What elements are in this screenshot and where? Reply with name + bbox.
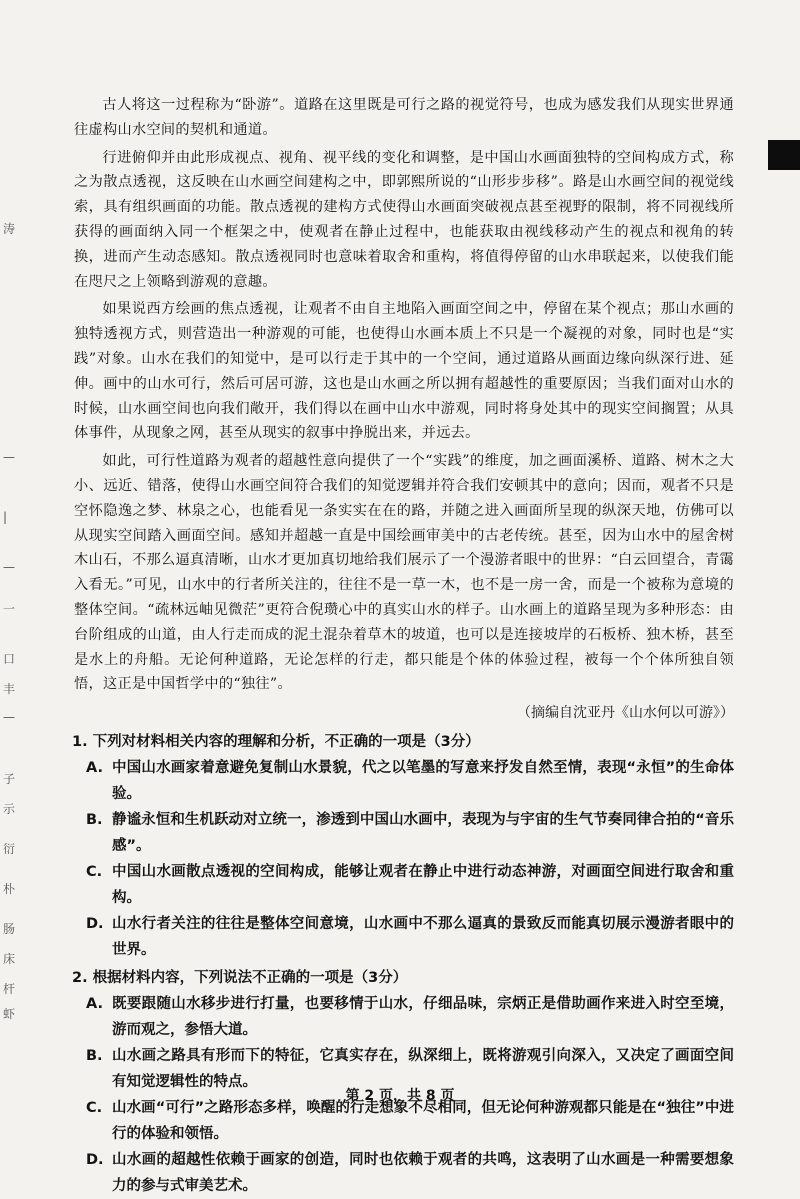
option-b	[86, 807, 734, 859]
source-citation: （摘编自沈亚丹《山水何以可游》）	[517, 705, 734, 722]
margin-mark: |	[3, 510, 8, 524]
option-a	[86, 991, 734, 1043]
option-text: 静谧永恒和生机跃动对立统一，渗透到中国山水画中，表现为与宇宙的生气节奏同律合拍的“音乐感”。	[112, 812, 734, 855]
question-stem: 1. 下列对材料相关内容的理解和分析，不正确的一项是（3分）	[72, 734, 480, 751]
option-text: 山水行者关注的往往是整体空间意境，山水画中不那么逼真的景致反而能真切展示漫游者眼中的世界。	[112, 916, 734, 959]
margin-mark: 杆	[3, 982, 16, 996]
margin-mark: —	[3, 560, 15, 574]
reading-passage	[74, 93, 734, 725]
option-text: 中国山水画散点透视的空间构成，能够让观者在静止中进行动态神游，对画面空间进行取舍和重构。	[112, 864, 734, 907]
option-a	[86, 755, 734, 807]
content-area	[74, 93, 734, 1199]
option-text: 山水画的超越性依赖于画家的创造，同时也依赖于观者的共鸣，这表明了山水画是一种需要想象力的参与式审美艺术。	[112, 1152, 734, 1195]
option-letter: B.	[86, 812, 103, 829]
passage-paragraph: 古人将这一过程称为“卧游”。道路在这里既是可行之路的视觉符号，也成为感发我们从现实世界通往虚构山水空间的契机和通道。	[74, 97, 734, 138]
margin-mark: 朴	[3, 882, 16, 896]
margin-mark: 衍	[3, 842, 16, 856]
option-letter: A.	[86, 760, 103, 777]
option-text: 中国山水画家着意避免复制山水景貌，代之以笔墨的写意来抒发自然至情，表现“永恒”的生命体验。	[112, 760, 734, 803]
passage-paragraph: 如果说西方绘画的焦点透视，让观者不由自主地陷入画面空间之中，停留在某个视点；那山水画的独特透视方式，则营造出一种游观的可能，也使得山水画本质上不只是一个凝视的对象，同时也是“实践”对象。山水在我们的知觉中，是可以行走于其中的一个空间，通过道路从画面边缘向纵深行进、延伸。画中的山水可行，然后可居可游，这也是山水画之所以拥有超越性的重要原因；当我们面对山水的时候，山水画空间也向我们敞开，我们得以在画中山水中游观，同时将身处其中的现实空间搁置；从具体事件，从现象之网，甚至从现实的叙事中挣脱出来，并远去。	[74, 301, 734, 442]
margin-mark: 肠	[3, 922, 16, 936]
page-number-footer: 第 2 页，共 8 页	[345, 1088, 455, 1104]
margin-mark: —	[3, 450, 15, 464]
margin-mark: 床	[3, 952, 16, 966]
option-c	[86, 859, 734, 911]
margin-mark: 丰	[3, 682, 16, 696]
option-letter: C.	[86, 1100, 103, 1117]
option-d	[86, 1147, 734, 1199]
margin-mark: 示	[3, 802, 16, 816]
option-text: 山水画之路具有形而下的特征，它真实存在，纵深细上，既将游观引向深入，又决定了画面空间有知觉逻辑性的特点。	[112, 1048, 734, 1091]
option-text: 既要跟随山水移步进行打量，也要移情于山水，仔细品味，宗炳正是借助画作来进入时空至境，游而观之，参悟大道。	[112, 996, 734, 1039]
margin-mark: —	[3, 710, 15, 724]
option-letter: B.	[86, 1048, 103, 1065]
margin-mark: 涛	[3, 222, 16, 236]
passage-paragraph: 如此，可行性道路为观者的超越性意向提供了一个“实践”的维度，加之画面溪桥、道路、树木之大小、远近、错落，使得山水画空间符合我们的知觉逻辑并符合我们安顿其中的意向；因而，观者不只是空怀隐逸之梦、林泉之心，也能看见一条实实在在的路，并随之进入画面所呈现的纵深天地，仿佛可以从现实空间踏入画面空间。感知并超越一直是中国绘画审美中的古老传统。甚至，因为山水中的屋舍树木山石，不那么逼真清晰，山水才更加真切地给我们展示了一个漫游者眼中的世界：“白云回望合，青霭入看无。”可见，山水中的行者所关注的，往往不是一草一木，也不是一房一舍，而是一个被称为意境的整体空间。“疏林远岫见微茫”更符合倪瓒心中的真实山水的样子。山水画上的道路呈现为多种形态：由台阶组成的山道，由人行走而成的泥土混杂着草木的坡道，也可以是连接坡岸的石板桥、独木桥，甚至是水上的舟船。无论何种道路，无论怎样的行走，都只能是个体的体验过程，被每一个个体所独自领悟，这正是中国哲学中的“独往”。	[74, 453, 734, 693]
margin-mark: 子	[3, 772, 16, 786]
option-letter: D.	[86, 916, 104, 933]
black-tab-marker	[768, 140, 800, 170]
option-letter: D.	[86, 1152, 104, 1169]
question-2	[72, 965, 734, 1199]
option-text: 山水画“可行”之路形态多样，唤醒的行走想象不尽相同，但无论何种游观都只能是在“独往”中进行的体验和领悟。	[112, 1100, 734, 1143]
passage-paragraph: 行进俯仰并由此形成视点、视角、视平线的变化和调整，是中国山水画面独特的空间构成方式，称之为散点透视，这反映在山水画空间建构之中，即郭熙所说的“山形步步移”。路是山水画空间的视觉线索，具有组织画面的功能。散点透视的建构方式使得山水画面突破视点甚至视野的限制，将不同视线所获得的画面纳入同一个框架之中，使观者在静止过程中，也能获取由视线移动产生的视点和视角的转换，进而产生动态感知。散点透视同时也意味着取舍和重构，将值得停留的山水串联起来，以使我们能在咫尺之上领略到游观的意趣。	[74, 149, 734, 290]
option-letter: A.	[86, 996, 103, 1013]
option-d	[86, 911, 734, 963]
margin-mark: 一	[3, 602, 16, 616]
margin-mark: 虾	[3, 1007, 16, 1021]
left-margin-marks	[0, 200, 20, 1020]
question-stem: 2. 根据材料内容，下列说法不正确的一项是（3分）	[72, 970, 408, 987]
option-letter: C.	[86, 864, 103, 881]
question-1	[72, 729, 734, 963]
margin-mark: 口	[3, 652, 16, 666]
